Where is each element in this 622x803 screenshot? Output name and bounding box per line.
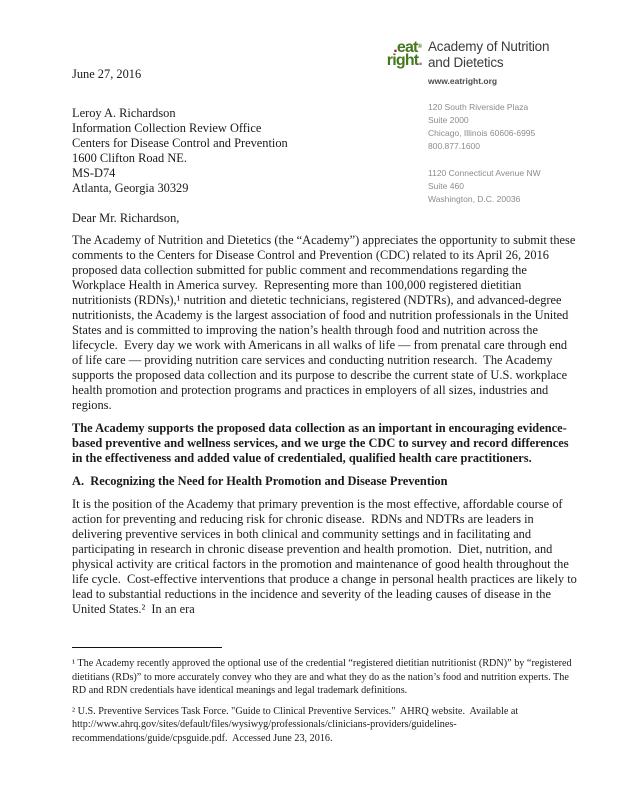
logo-line-right: right. (386, 52, 422, 69)
org-website: www.eatright.org (428, 76, 498, 86)
letter-date: June 27, 2016 (72, 67, 142, 81)
footnotes-section (72, 647, 578, 752)
footnote-separator (72, 647, 222, 648)
registered-mark: ® (417, 44, 422, 50)
recipient-address: Leroy A. Richardson Information Collection Review Office Centers for Disease Control and Prevention 1600 Clifton Road NE. MS-D74 Atlanta, Georgia 30329 (72, 106, 578, 196)
letter-body (72, 67, 578, 617)
eatright-logo-icon (378, 41, 422, 67)
salutation: Dear Mr. Richardson, (72, 211, 180, 225)
org-name: Academy of Nutrition and Dietetics (428, 39, 550, 70)
letter-paragraphs (72, 233, 578, 617)
logo-line-eat: .eat® (393, 39, 422, 56)
footnote-1: ¹ The Academy recently approved the optional use of the credential “registered dietitian nutritionist (RDN)” by “registered dietitians (RDs)” to more accurately convey who they are and what they do as the nation’s food and nutrition experts. The RD and RDN credentials have identical meanings and legal trademark definitions. (72, 658, 575, 696)
paragraph-3: It is the position of the Academy that primary prevention is the most effective, affordable course of action for preventing and reducing risk for chronic disease. RDNs and NDTRs are leaders in delivering preventive services in both clinical and community settings and in facilitating and participating in research in chronic disease prevention and health promotion. Diet, nutrition, and physical activity are critical factors in the promotion and maintenance of good health throughout the life cycle. Cost-effective interventions that produce a change in personal health practices are likely to lead to substantial reductions in the incidence and severity of the leading causes of disease in the United States.² In an era (72, 497, 580, 616)
recipient-name: Leroy A. Richardson (72, 106, 176, 120)
org-address-chicago: 120 South Riverside Plaza Suite 2000 Chicago, Illinois 60606-6995 800.877.1600 (428, 102, 536, 151)
logo-dot-red: . (393, 39, 397, 56)
org-address-dc: 1120 Connecticut Avenue NW Suite 460 Washington, D.C. 20036 (428, 168, 541, 204)
footnote-2: ² U.S. Preventive Services Task Force. "Guide to Clinical Preventive Services." AHRQ website. Available at http://www.ahrq.gov/sites/default/files/wysiwyg/professionals/clinicians-providers/guidelines-recommendations/guide/cpsguide.pdf. Accessed June 23, 2016. (72, 705, 521, 744)
paragraph-1: The Academy of Nutrition and Dietetics (the “Academy”) appreciates the opportunity to submit these comments to the Centers for Disease Control and Prevention (CDC) related to its April 26, 2016 proposed data collection submitted for public comment and recommendations regarding the Workplace Health in America survey. Representing more than 100,000 registered dietitian nutritionists (RDNs),¹ nutrition and dietetic technicians, registered (NDTRs), and advanced-degree nutritionists, the Academy is the largest association of food and nutrition professionals in the United States and is committed to improving the nation’s health through food and nutrition across the lifecycle. Every day we work with Americans in all walks of life — from prenatal care through end of life care — providing nutrition care services and conducting nutrition research. The Academy supports the proposed data collection and its purpose to describe the current state of U.S. workplace health promotion and protection programs and practices in employers of all sizes, industries and regions. (72, 233, 579, 412)
logo-dot-pink: . (418, 52, 422, 69)
section-a-heading: A. Recognizing the Need for Health Promotion and Disease Prevention (72, 474, 448, 488)
paragraph-2-bold: The Academy supports the proposed data collection as an important in encouraging evidence-based preventive and wellness services, and we urge the CDC to survey and record differences in the effectiveness and added value of credentialed, qualified health care practitioners. (72, 421, 572, 465)
